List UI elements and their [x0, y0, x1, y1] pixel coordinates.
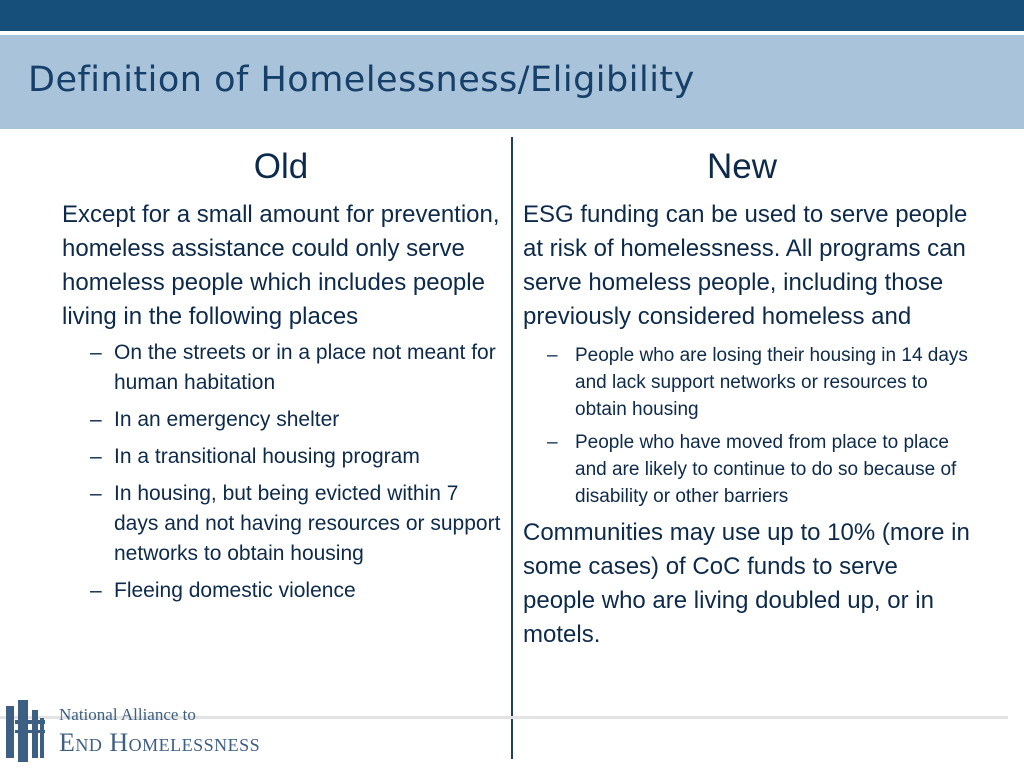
- dash-marker: –: [90, 408, 102, 431]
- list-item: [90, 442, 502, 472]
- list-item-text: On the streets or in a place not meant for human habitation: [114, 341, 496, 394]
- dash-marker: –: [547, 345, 558, 366]
- list-item-text: People who have moved from place to place and are likely to continue to do so because of disability or other barriers: [575, 432, 957, 507]
- list-item-text: In an emergency shelter: [114, 408, 340, 431]
- column-divider: [511, 137, 513, 759]
- old-bullet-list: [90, 338, 502, 606]
- dash-marker: –: [90, 341, 102, 364]
- list-item-text: People who are losing their housing in 14 days and lack support networks or resources to obtain housing: [575, 345, 968, 420]
- alliance-emblem-icon: [6, 700, 48, 762]
- top-accent-bar: [0, 0, 1024, 31]
- organization-logo: [6, 700, 261, 762]
- new-column: [523, 198, 973, 652]
- dash-marker: –: [90, 445, 102, 468]
- list-item: [90, 405, 502, 435]
- dash-marker: –: [90, 579, 102, 602]
- list-item: [90, 576, 502, 606]
- list-item-text: Fleeing domestic violence: [114, 579, 356, 602]
- new-column-heading: New: [706, 147, 778, 186]
- list-item-text: In a transitional housing program: [114, 445, 420, 468]
- list-item-text: In housing, but being evicted within 7 days and not having resources or support networks to obtain housing: [114, 482, 501, 565]
- old-intro-text: Except for a small amount for prevention, homeless assistance could only serve homeless people which includes people living in the following places: [62, 201, 500, 330]
- new-bullet-list: [547, 342, 973, 510]
- dash-marker: –: [90, 482, 102, 505]
- logo-text-line1: National Alliance to: [59, 705, 196, 724]
- new-closing-text: Communities may use up to 10% (more in some cases) of CoC funds to serve people who are living doubled up, or in motels.: [523, 519, 970, 648]
- list-item: [90, 479, 502, 569]
- list-item: [90, 338, 502, 398]
- list-item: [547, 429, 973, 510]
- slide-title: Definition of Homelessness/Eligibility: [28, 60, 695, 100]
- new-intro-text: ESG funding can be used to serve people at risk of homelessness. All programs can serve homeless people, including those previously considered homeless and: [523, 201, 968, 330]
- list-item: [547, 342, 973, 423]
- old-column-heading: Old: [253, 147, 309, 186]
- logo-text-line2: End Homelessness: [59, 728, 261, 757]
- dash-marker: –: [547, 432, 558, 453]
- old-column: [62, 198, 502, 613]
